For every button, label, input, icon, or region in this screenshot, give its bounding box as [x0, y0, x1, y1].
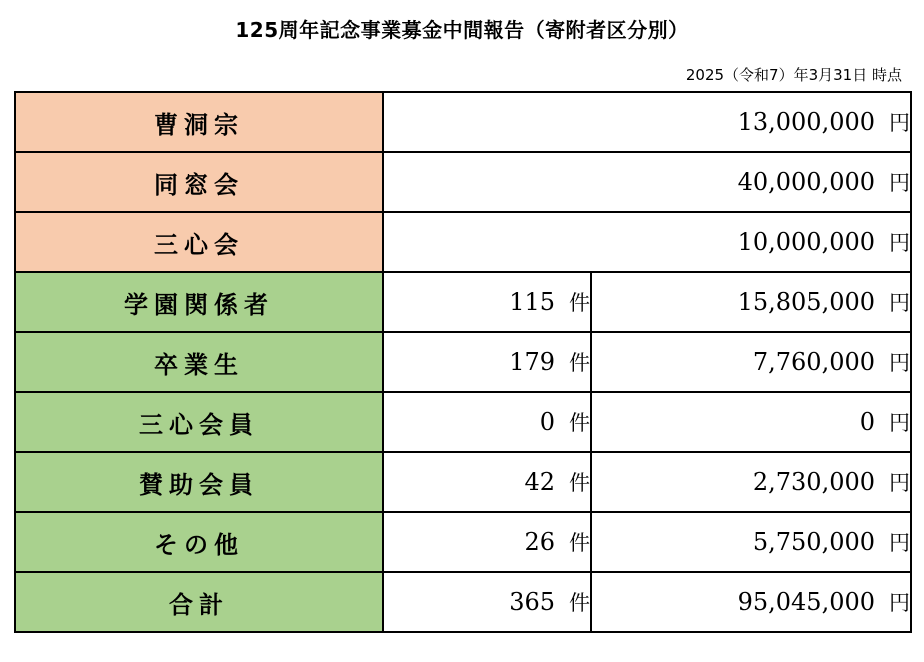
count-cell [383, 272, 591, 332]
amount-cell [591, 272, 911, 332]
total-row [15, 572, 911, 632]
count-value: 42 [524, 468, 555, 496]
amount-unit: 円 [889, 111, 911, 135]
row-label: 三心会員 [15, 392, 383, 452]
amount-unit: 円 [889, 171, 911, 195]
table-row [15, 452, 911, 512]
row-label: その他 [15, 512, 383, 572]
row-label: 三心会 [15, 212, 383, 272]
total-label: 合計 [15, 572, 383, 632]
amount-unit: 円 [889, 291, 911, 315]
amount-value: 13,000,000 [737, 108, 876, 136]
table-row [15, 392, 911, 452]
amount-value: 2,730,000 [752, 468, 876, 496]
row-label: 学園関係者 [15, 272, 383, 332]
amount-unit: 円 [889, 411, 911, 435]
count-value: 26 [524, 528, 555, 556]
count-cell [383, 332, 591, 392]
amount-value: 10,000,000 [737, 228, 876, 256]
donation-table [14, 91, 912, 633]
as-of-date: 2025（令和7）年3月31日 時点 [685, 66, 902, 84]
row-label: 賛助会員 [15, 452, 383, 512]
table-row [15, 92, 911, 152]
amount-cell [591, 512, 911, 572]
amount-cell [591, 452, 911, 512]
table-row [15, 152, 911, 212]
count-cell [383, 392, 591, 452]
total-count-value: 365 [509, 588, 555, 616]
amount-cell [383, 152, 911, 212]
table-row [15, 512, 911, 572]
amount-unit: 円 [889, 231, 911, 255]
amount-cell [383, 212, 911, 272]
amount-unit: 円 [889, 591, 911, 615]
count-unit: 件 [569, 291, 590, 315]
amount-value: 0 [859, 408, 876, 436]
amount-unit: 円 [889, 471, 911, 495]
amount-value: 7,760,000 [752, 348, 876, 376]
report-title: 125周年記念事業募金中間報告（寄附者区分別） [235, 18, 689, 42]
total-count-cell [383, 572, 591, 632]
count-value: 179 [509, 348, 555, 376]
row-label: 卒業生 [15, 332, 383, 392]
amount-cell [591, 392, 911, 452]
count-cell [383, 512, 591, 572]
amount-value: 15,805,000 [737, 288, 876, 316]
amount-unit: 円 [889, 351, 911, 375]
count-unit: 件 [569, 411, 590, 435]
table-row [15, 332, 911, 392]
count-unit: 件 [569, 471, 590, 495]
count-cell [383, 452, 591, 512]
amount-cell [383, 92, 911, 152]
row-label: 同窓会 [15, 152, 383, 212]
amount-value: 40,000,000 [737, 168, 876, 196]
table-row [15, 272, 911, 332]
count-unit: 件 [569, 351, 590, 375]
count-unit: 件 [569, 591, 590, 615]
amount-value: 5,750,000 [752, 528, 876, 556]
amount-cell [591, 332, 911, 392]
count-unit: 件 [569, 531, 590, 555]
row-label: 曹洞宗 [15, 92, 383, 152]
total-amount-cell [591, 572, 911, 632]
total-amount-value: 95,045,000 [737, 588, 876, 616]
count-value: 0 [539, 408, 555, 436]
table-row [15, 212, 911, 272]
amount-unit: 円 [889, 531, 911, 555]
count-value: 115 [509, 288, 555, 316]
